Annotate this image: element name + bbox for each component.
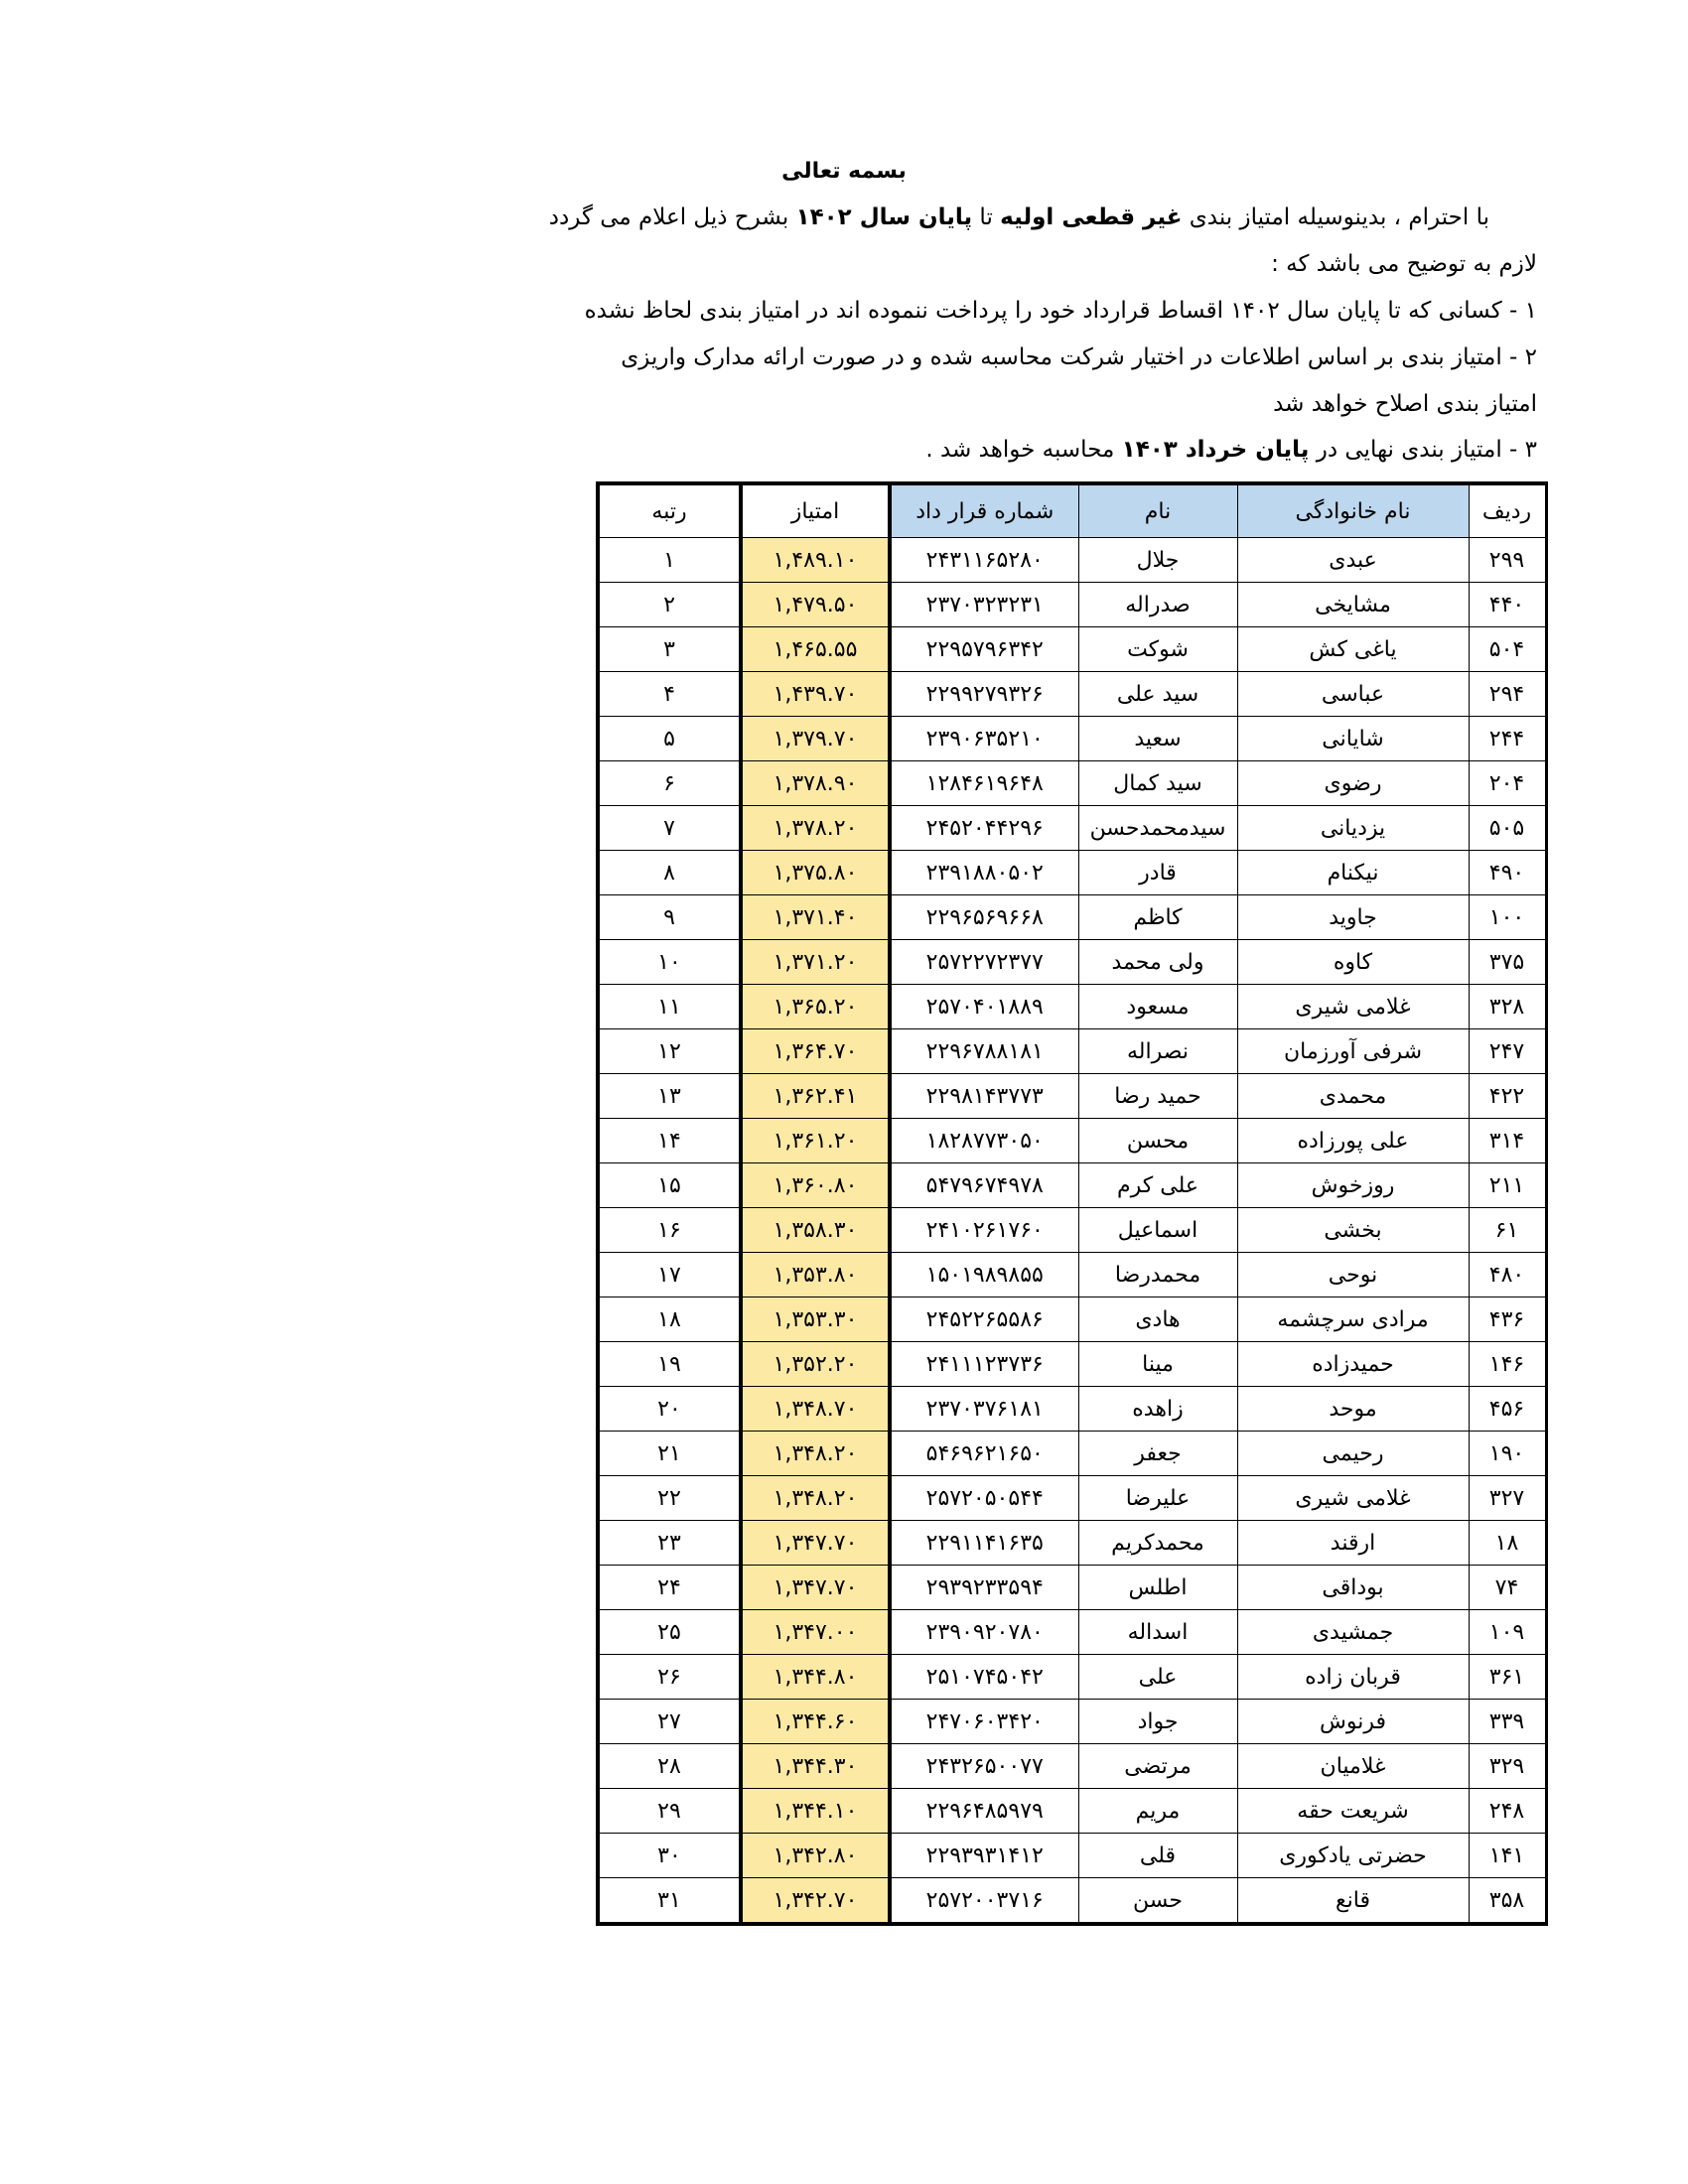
table-row: [598, 627, 1546, 672]
table-row: [598, 985, 1546, 1029]
cell-contract-number: ۲۵۷۰۴۰۱۸۸۹: [890, 985, 1078, 1029]
table-row: [598, 1208, 1546, 1253]
cell-rank: ۱۹: [598, 1342, 741, 1387]
cell-rank: ۸: [598, 851, 741, 895]
cell-contract-number: ۲۵۷۲۲۷۲۳۷۷: [890, 940, 1078, 985]
cell-contract-number: ۲۲۹۱۱۴۱۶۳۵: [890, 1521, 1078, 1566]
cell-first-name: مرتضی: [1078, 1744, 1237, 1789]
cell-score: ۱,۳۴۸.۲۰: [741, 1432, 890, 1476]
cell-contract-number: ۵۴۷۹۶۷۴۹۷۸: [890, 1163, 1078, 1208]
header-score: امتیاز: [741, 483, 890, 538]
cell-contract-number: ۵۴۶۹۶۲۱۶۵۰: [890, 1432, 1078, 1476]
cell-rank: ۱۸: [598, 1297, 741, 1342]
cell-contract-number: ۲۴۳۲۶۵۰۰۷۷: [890, 1744, 1078, 1789]
cell-row-number: ۲۹۹: [1469, 538, 1546, 583]
cell-rank: ۳۰: [598, 1834, 741, 1878]
table-row: [598, 1744, 1546, 1789]
table-row: [598, 1834, 1546, 1878]
cell-contract-number: ۲۲۹۹۲۷۹۳۲۶: [890, 672, 1078, 717]
cell-score: ۱,۴۶۵.۵۵: [741, 627, 890, 672]
cell-row-number: ۱۴۱: [1469, 1834, 1546, 1878]
cell-contract-number: ۲۳۷۰۳۲۳۲۳۱: [890, 583, 1078, 627]
cell-first-name: ولی محمد: [1078, 940, 1237, 985]
intro-bold-status: غیر قطعی اولیه: [1000, 205, 1183, 230]
cell-rank: ۲۰: [598, 1387, 741, 1432]
cell-family-name: موحد: [1237, 1387, 1469, 1432]
table-row: [598, 1029, 1546, 1074]
cell-score: ۱,۳۶۴.۷۰: [741, 1029, 890, 1074]
cell-row-number: ۵۰۵: [1469, 806, 1546, 851]
cell-rank: ۱۴: [598, 1119, 741, 1163]
cell-contract-number: ۲۲۹۸۱۴۳۷۷۳: [890, 1074, 1078, 1119]
cell-row-number: ۲۹۴: [1469, 672, 1546, 717]
cell-first-name: سید کمال: [1078, 761, 1237, 806]
cell-first-name: جلال: [1078, 538, 1237, 583]
cell-family-name: شایانی: [1237, 717, 1469, 761]
table-row: [598, 1253, 1546, 1297]
cell-score: ۱,۳۵۲.۲۰: [741, 1342, 890, 1387]
cell-family-name: نیکنام: [1237, 851, 1469, 895]
table-body: [598, 538, 1546, 1925]
cell-contract-number: ۲۲۹۶۵۶۹۶۶۸: [890, 895, 1078, 940]
cell-score: ۱,۳۷۱.۲۰: [741, 940, 890, 985]
document-heading: بسمه تعالی: [781, 159, 907, 184]
cell-family-name: غلامیان: [1237, 1744, 1469, 1789]
cell-score: ۱,۴۳۹.۷۰: [741, 672, 890, 717]
note-3: [925, 437, 1537, 463]
cell-score: ۱,۳۴۴.۳۰: [741, 1744, 890, 1789]
cell-first-name: سیدمحمدحسن: [1078, 806, 1237, 851]
cell-score: ۱,۳۴۲.۸۰: [741, 1834, 890, 1878]
cell-family-name: جمشیدی: [1237, 1610, 1469, 1655]
cell-score: ۱,۴۷۹.۵۰: [741, 583, 890, 627]
cell-rank: ۲: [598, 583, 741, 627]
cell-score: ۱,۳۴۷.۷۰: [741, 1566, 890, 1610]
cell-score: ۱,۳۷۸.۲۰: [741, 806, 890, 851]
cell-contract-number: ۲۲۹۶۴۸۵۹۷۹: [890, 1789, 1078, 1834]
cell-score: ۱,۳۷۹.۷۰: [741, 717, 890, 761]
cell-score: ۱,۳۵۸.۳۰: [741, 1208, 890, 1253]
cell-rank: ۲۸: [598, 1744, 741, 1789]
cell-rank: ۲۲: [598, 1476, 741, 1521]
cell-contract-number: ۲۳۹۰۹۲۰۷۸۰: [890, 1610, 1078, 1655]
cell-row-number: ۳۵۸: [1469, 1878, 1546, 1925]
cell-row-number: ۴۵۶: [1469, 1387, 1546, 1432]
cell-score: ۱,۳۴۷.۰۰: [741, 1610, 890, 1655]
cell-rank: ۴: [598, 672, 741, 717]
cell-row-number: ۳۲۷: [1469, 1476, 1546, 1521]
cell-row-number: ۲۴۴: [1469, 717, 1546, 761]
cell-family-name: علی پورزاده: [1237, 1119, 1469, 1163]
cell-row-number: ۳۲۹: [1469, 1744, 1546, 1789]
cell-row-number: ۲۴۸: [1469, 1789, 1546, 1834]
cell-score: ۱,۳۵۳.۳۰: [741, 1297, 890, 1342]
cell-family-name: محمدی: [1237, 1074, 1469, 1119]
cell-row-number: ۱۰۰: [1469, 895, 1546, 940]
cell-first-name: قادر: [1078, 851, 1237, 895]
cell-contract-number: ۲۴۳۱۱۶۵۲۸۰: [890, 538, 1078, 583]
cell-row-number: ۱۴۶: [1469, 1342, 1546, 1387]
cell-contract-number: ۲۵۷۲۰۵۰۵۴۴: [890, 1476, 1078, 1521]
cell-family-name: مشایخی: [1237, 583, 1469, 627]
cell-first-name: حمید رضا: [1078, 1074, 1237, 1119]
cell-contract-number: ۲۳۷۰۳۷۶۱۸۱: [890, 1387, 1078, 1432]
note-3-bold-date: پایان خرداد ۱۴۰۳: [1121, 437, 1310, 463]
cell-first-name: سعید: [1078, 717, 1237, 761]
cell-first-name: مسعود: [1078, 985, 1237, 1029]
cell-first-name: هادی: [1078, 1297, 1237, 1342]
cell-rank: ۲۵: [598, 1610, 741, 1655]
cell-score: ۱,۳۷۸.۹۰: [741, 761, 890, 806]
cell-family-name: کاوه: [1237, 940, 1469, 985]
cell-row-number: ۳۶۱: [1469, 1655, 1546, 1700]
cell-row-number: ۴۹۰: [1469, 851, 1546, 895]
intro-bold-period: پایان سال ۱۴۰۲: [795, 205, 973, 230]
ranking-table: [596, 481, 1548, 1926]
cell-score: ۱,۳۴۲.۷۰: [741, 1878, 890, 1925]
cell-rank: ۱۶: [598, 1208, 741, 1253]
note-intro: لازم به توضیح می باشد که :: [1271, 251, 1537, 277]
cell-rank: ۱۵: [598, 1163, 741, 1208]
cell-score: ۱,۳۶۰.۸۰: [741, 1163, 890, 1208]
cell-contract-number: ۲۴۷۰۶۰۳۴۲۰: [890, 1700, 1078, 1744]
cell-rank: ۲۱: [598, 1432, 741, 1476]
cell-first-name: علی: [1078, 1655, 1237, 1700]
cell-family-name: عبدی: [1237, 538, 1469, 583]
cell-rank: ۱: [598, 538, 741, 583]
cell-first-name: علیرضا: [1078, 1476, 1237, 1521]
cell-family-name: نوحی: [1237, 1253, 1469, 1297]
table-row: [598, 851, 1546, 895]
header-row-number: ردیف: [1469, 483, 1546, 538]
table-row: [598, 1566, 1546, 1610]
table-row: [598, 538, 1546, 583]
cell-first-name: کاظم: [1078, 895, 1237, 940]
note-3-text: ۳ - امتیاز بندی نهایی در: [1309, 437, 1537, 463]
cell-first-name: زاهده: [1078, 1387, 1237, 1432]
cell-family-name: حمیدزاده: [1237, 1342, 1469, 1387]
cell-contract-number: ۱۵۰۱۹۸۹۸۵۵: [890, 1253, 1078, 1297]
cell-contract-number: ۲۴۱۱۱۲۳۷۳۶: [890, 1342, 1078, 1387]
cell-score: ۱,۳۶۱.۲۰: [741, 1119, 890, 1163]
cell-row-number: ۴۴۰: [1469, 583, 1546, 627]
cell-first-name: صدراله: [1078, 583, 1237, 627]
cell-rank: ۲۴: [598, 1566, 741, 1610]
note-1: ۱ - کسانی که تا پایان سال ۱۴۰۲ اقساط قرارداد خود را پرداخت ننموده اند در امتیاز بندی لحاظ نشده: [584, 298, 1537, 324]
cell-contract-number: ۲۹۳۹۲۳۳۵۹۴: [890, 1566, 1078, 1610]
cell-family-name: غلامی شیری: [1237, 985, 1469, 1029]
cell-contract-number: ۲۴۵۲۰۴۴۲۹۶: [890, 806, 1078, 851]
cell-contract-number: ۱۲۸۴۶۱۹۶۴۸: [890, 761, 1078, 806]
cell-rank: ۲۹: [598, 1789, 741, 1834]
table-row: [598, 1610, 1546, 1655]
cell-score: ۱,۳۴۴.۸۰: [741, 1655, 890, 1700]
cell-row-number: ۱۰۹: [1469, 1610, 1546, 1655]
cell-family-name: قانع: [1237, 1878, 1469, 1925]
cell-first-name: محمدکریم: [1078, 1521, 1237, 1566]
cell-family-name: عباسی: [1237, 672, 1469, 717]
cell-score: ۱,۳۷۱.۴۰: [741, 895, 890, 940]
cell-family-name: شرفی آورزمان: [1237, 1029, 1469, 1074]
table-row: [598, 1074, 1546, 1119]
cell-score: ۱,۳۴۸.۷۰: [741, 1387, 890, 1432]
cell-row-number: ۶۱: [1469, 1208, 1546, 1253]
cell-family-name: ارقند: [1237, 1521, 1469, 1566]
cell-family-name: حضرتی یادکوری: [1237, 1834, 1469, 1878]
cell-score: ۱,۴۸۹.۱۰: [741, 538, 890, 583]
cell-row-number: ۵۰۴: [1469, 627, 1546, 672]
cell-contract-number: ۲۴۵۲۲۶۵۵۸۶: [890, 1297, 1078, 1342]
cell-first-name: علی کرم: [1078, 1163, 1237, 1208]
cell-row-number: ۳۲۸: [1469, 985, 1546, 1029]
cell-row-number: ۲۴۷: [1469, 1029, 1546, 1074]
cell-contract-number: ۲۲۹۶۷۸۸۱۸۱: [890, 1029, 1078, 1074]
cell-rank: ۱۲: [598, 1029, 741, 1074]
cell-score: ۱,۳۶۲.۴۱: [741, 1074, 890, 1119]
cell-row-number: ۳۷۵: [1469, 940, 1546, 985]
intro-line: [549, 205, 1489, 230]
table-row: [598, 1432, 1546, 1476]
cell-rank: ۳: [598, 627, 741, 672]
cell-contract-number: ۲۵۷۲۰۰۳۷۱۶: [890, 1878, 1078, 1925]
cell-row-number: ۴۲۲: [1469, 1074, 1546, 1119]
cell-family-name: یزدیانی: [1237, 806, 1469, 851]
cell-score: ۱,۳۴۴.۱۰: [741, 1789, 890, 1834]
cell-family-name: مرادی سرچشمه: [1237, 1297, 1469, 1342]
cell-first-name: محمدرضا: [1078, 1253, 1237, 1297]
table-row: [598, 1163, 1546, 1208]
cell-score: ۱,۳۴۷.۷۰: [741, 1521, 890, 1566]
cell-rank: ۱۰: [598, 940, 741, 985]
cell-rank: ۲۷: [598, 1700, 741, 1744]
intro-text: تا: [972, 205, 1001, 230]
cell-row-number: ۱۸: [1469, 1521, 1546, 1566]
cell-first-name: محسن: [1078, 1119, 1237, 1163]
cell-rank: ۵: [598, 717, 741, 761]
cell-score: ۱,۳۷۵.۸۰: [741, 851, 890, 895]
table-row: [598, 806, 1546, 851]
cell-contract-number: ۱۸۲۸۷۷۳۰۵۰: [890, 1119, 1078, 1163]
cell-rank: ۹: [598, 895, 741, 940]
cell-first-name: حسن: [1078, 1878, 1237, 1925]
cell-score: ۱,۳۴۴.۶۰: [741, 1700, 890, 1744]
cell-row-number: ۴۳۶: [1469, 1297, 1546, 1342]
cell-row-number: ۲۱۱: [1469, 1163, 1546, 1208]
cell-contract-number: ۲۲۹۳۹۳۱۴۱۲: [890, 1834, 1078, 1878]
cell-family-name: روزخوش: [1237, 1163, 1469, 1208]
cell-family-name: غلامی شیری: [1237, 1476, 1469, 1521]
cell-first-name: قلی: [1078, 1834, 1237, 1878]
cell-row-number: ۱۹۰: [1469, 1432, 1546, 1476]
table-row: [598, 583, 1546, 627]
table-row: [598, 1342, 1546, 1387]
cell-first-name: اسماعیل: [1078, 1208, 1237, 1253]
cell-score: ۱,۳۵۳.۸۰: [741, 1253, 890, 1297]
cell-family-name: یاغی کش: [1237, 627, 1469, 672]
cell-first-name: اطلس: [1078, 1566, 1237, 1610]
cell-family-name: رضوی: [1237, 761, 1469, 806]
cell-family-name: رحیمی: [1237, 1432, 1469, 1476]
table-row: [598, 1297, 1546, 1342]
cell-row-number: ۲۰۴: [1469, 761, 1546, 806]
cell-row-number: ۷۴: [1469, 1566, 1546, 1610]
intro-text: با احترام ، بدینوسیله امتیاز بندی: [1182, 205, 1489, 230]
cell-family-name: شریعت حقه: [1237, 1789, 1469, 1834]
table-row: [598, 1521, 1546, 1566]
cell-first-name: مینا: [1078, 1342, 1237, 1387]
cell-row-number: ۳۱۴: [1469, 1119, 1546, 1163]
cell-rank: ۳۱: [598, 1878, 741, 1925]
table-row: [598, 1387, 1546, 1432]
note-3-text: محاسبه خواهد شد .: [925, 437, 1122, 463]
cell-score: ۱,۳۶۵.۲۰: [741, 985, 890, 1029]
cell-first-name: سید علی: [1078, 672, 1237, 717]
cell-first-name: نصراله: [1078, 1029, 1237, 1074]
cell-rank: ۷: [598, 806, 741, 851]
table-row: [598, 717, 1546, 761]
cell-contract-number: ۲۳۹۰۶۳۵۲۱۰: [890, 717, 1078, 761]
cell-first-name: شوکت: [1078, 627, 1237, 672]
note-2b: امتیاز بندی اصلاح خواهد شد: [1273, 391, 1537, 417]
cell-rank: ۱۱: [598, 985, 741, 1029]
cell-family-name: جاوید: [1237, 895, 1469, 940]
cell-family-name: قربان زاده: [1237, 1655, 1469, 1700]
table-row: [598, 1700, 1546, 1744]
cell-first-name: جواد: [1078, 1700, 1237, 1744]
cell-score: ۱,۳۴۸.۲۰: [741, 1476, 890, 1521]
intro-text: بشرح ذیل اعلام می گردد: [548, 205, 796, 230]
cell-contract-number: ۲۵۱۰۷۴۵۰۴۲: [890, 1655, 1078, 1700]
cell-first-name: اسداله: [1078, 1610, 1237, 1655]
table-row: [598, 1476, 1546, 1521]
cell-rank: ۱۳: [598, 1074, 741, 1119]
table-row: [598, 672, 1546, 717]
table-row: [598, 1119, 1546, 1163]
cell-family-name: فرنوش: [1237, 1700, 1469, 1744]
table-row: [598, 1655, 1546, 1700]
cell-contract-number: ۲۳۹۱۸۸۰۵۰۲: [890, 851, 1078, 895]
table-header-row: [598, 483, 1546, 538]
cell-row-number: ۳۳۹: [1469, 1700, 1546, 1744]
cell-contract-number: ۲۴۱۰۲۶۱۷۶۰: [890, 1208, 1078, 1253]
note-2a: ۲ - امتیاز بندی بر اساس اطلاعات در اختیار شرکت محاسبه شده و در صورت ارائه مدارک واریزی: [621, 344, 1537, 370]
header-family-name: نام خانوادگی: [1237, 483, 1469, 538]
table-row: [598, 761, 1546, 806]
table-row: [598, 895, 1546, 940]
cell-first-name: مریم: [1078, 1789, 1237, 1834]
cell-rank: ۶: [598, 761, 741, 806]
cell-contract-number: ۲۲۹۵۷۹۶۳۴۲: [890, 627, 1078, 672]
table-row: [598, 940, 1546, 985]
header-rank: رتبه: [598, 483, 741, 538]
header-first-name: نام: [1078, 483, 1237, 538]
table-row: [598, 1789, 1546, 1834]
cell-family-name: بوداقی: [1237, 1566, 1469, 1610]
cell-rank: ۲۳: [598, 1521, 741, 1566]
header-contract-number: شماره قرار داد: [890, 483, 1078, 538]
cell-first-name: جعفر: [1078, 1432, 1237, 1476]
cell-rank: ۱۷: [598, 1253, 741, 1297]
cell-family-name: بخشی: [1237, 1208, 1469, 1253]
table-row: [598, 1878, 1546, 1925]
cell-row-number: ۴۸۰: [1469, 1253, 1546, 1297]
cell-rank: ۲۶: [598, 1655, 741, 1700]
